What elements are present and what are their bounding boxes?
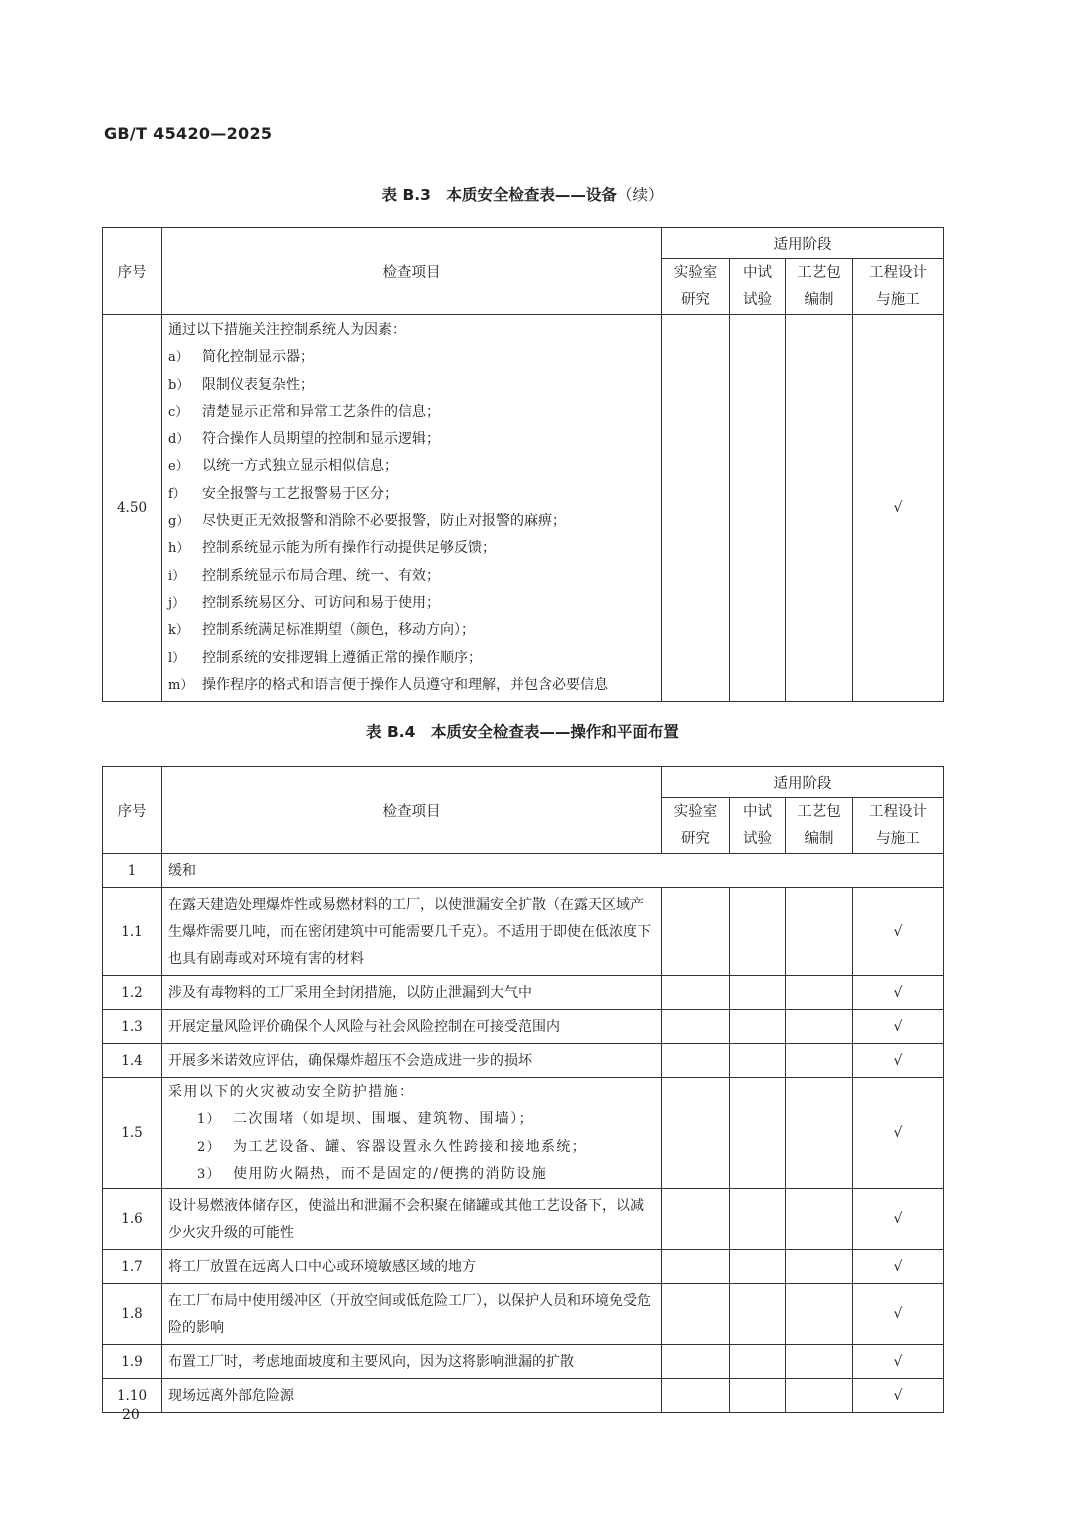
list-item: a） 简化控制显示器；	[168, 349, 314, 366]
header-stage-pilot: 中试 试验	[730, 259, 786, 315]
stage-lab-cell	[662, 1345, 730, 1379]
stage-lab-cell	[662, 315, 730, 702]
header-stage-lab: 实验室 研究	[662, 798, 730, 854]
header-stage-group: 适用阶段	[662, 767, 944, 798]
header-stage-engineering: 工程设计 与施工	[853, 259, 944, 315]
stage-pilot-cell	[730, 1044, 786, 1078]
table-b3-caption	[102, 183, 943, 205]
list-item: m） 操作程序的格式和语言便于操作人员遵守和理解，并包含必要信息	[168, 676, 608, 693]
row-item: 在工厂布局中使用缓冲区（开放空间或低危险工厂），以保护人员和环境免受危险的影响	[162, 1284, 662, 1345]
check-mark: √	[853, 1078, 944, 1189]
table-row	[103, 888, 944, 976]
table-b3-caption-continued: （续）	[616, 186, 664, 204]
row-item: 开展多米诺效应评估，确保爆炸超压不会造成进一步的损坏	[162, 1044, 662, 1078]
list-item: k） 控制系统满足标准期望（颜色，移动方向）；	[168, 622, 475, 639]
table-b3	[102, 227, 944, 702]
stage-pilot-cell	[730, 1010, 786, 1044]
row-number: 4.50	[103, 315, 162, 702]
header-stage-engineering: 工程设计 与施工	[853, 798, 944, 854]
row-number: 1.10	[103, 1379, 162, 1413]
stage-package-cell	[786, 1284, 853, 1345]
stage-package-cell	[786, 1044, 853, 1078]
table-row	[103, 976, 944, 1010]
row-item: 将工厂放置在远离人口中心或环境敏感区域的地方	[162, 1250, 662, 1284]
stage-lab-cell	[662, 1010, 730, 1044]
stage-package-cell	[786, 1379, 853, 1413]
row-item	[162, 1078, 662, 1189]
page-number: 20	[122, 1407, 140, 1423]
list-item: i） 控制系统显示布局合理、统一、有效；	[168, 567, 440, 584]
list-item: f） 安全报警与工艺报警易于区分；	[168, 485, 398, 502]
row-item	[162, 315, 662, 702]
table-row	[103, 1078, 944, 1189]
stage-package-cell	[786, 315, 853, 702]
list-item: c） 清楚显示正常和异常工艺条件的信息；	[168, 403, 440, 420]
check-mark: √	[853, 976, 944, 1010]
table-row	[103, 1189, 944, 1250]
header-stage-pilot: 中试 试验	[730, 798, 786, 854]
check-mark: √	[853, 1284, 944, 1345]
stage-pilot-cell	[730, 1345, 786, 1379]
check-mark: √	[853, 1250, 944, 1284]
check-mark: √	[853, 1345, 944, 1379]
standard-number: GB/T 45420—2025	[104, 124, 273, 143]
row-number: 1.4	[103, 1044, 162, 1078]
stage-package-cell	[786, 1189, 853, 1250]
stage-lab-cell	[662, 976, 730, 1010]
stage-lab-cell	[662, 1044, 730, 1078]
header-no: 序号	[103, 228, 162, 315]
list-item: 2） 为工艺设备、罐、容器设置永久性跨接和接地系统；	[197, 1138, 588, 1155]
table-row	[103, 1284, 944, 1345]
header-item: 检查项目	[162, 228, 662, 315]
row-number: 1.1	[103, 888, 162, 976]
item-lead: 采用以下的火灾被动安全防护措施：	[168, 1084, 415, 1100]
row-item: 现场远离外部危险源	[162, 1379, 662, 1413]
stage-package-cell	[786, 1250, 853, 1284]
section-row	[103, 854, 944, 888]
row-item: 布置工厂时，考虑地面坡度和主要风向，因为这将影响泄漏的扩散	[162, 1345, 662, 1379]
stage-pilot-cell	[730, 1379, 786, 1413]
row-number: 1.9	[103, 1345, 162, 1379]
table-b4	[102, 766, 944, 1413]
stage-package-cell	[786, 976, 853, 1010]
list-item: g） 尽快更正无效报警和消除不必要报警，防止对报警的麻痹；	[168, 513, 566, 530]
header-stage-lab: 实验室 研究	[662, 259, 730, 315]
check-mark: √	[853, 1379, 944, 1413]
header-no: 序号	[103, 767, 162, 854]
check-mark: √	[853, 1044, 944, 1078]
list-item: l） 控制系统的安排逻辑上遵循正常的操作顺序；	[168, 649, 482, 666]
stage-package-cell	[786, 888, 853, 976]
stage-lab-cell	[662, 1189, 730, 1250]
check-mark: √	[853, 1010, 944, 1044]
header-item: 检查项目	[162, 767, 662, 854]
stage-pilot-cell	[730, 315, 786, 702]
stage-lab-cell	[662, 1250, 730, 1284]
table-row	[103, 1379, 944, 1413]
stage-package-cell	[786, 1078, 853, 1189]
item-lead: 通过以下措施关注控制系统人为因素：	[168, 322, 406, 338]
list-item: b） 限制仪表复杂性；	[168, 376, 314, 393]
row-number: 1.8	[103, 1284, 162, 1345]
table-row	[103, 315, 944, 702]
table-row	[103, 1345, 944, 1379]
table-row	[103, 1010, 944, 1044]
row-number: 1.6	[103, 1189, 162, 1250]
section-title: 缓和	[162, 854, 944, 888]
table-b3-caption-text: 表 B.3 本质安全检查表——设备	[381, 186, 617, 204]
list-item: e） 以统一方式独立显示相似信息；	[168, 458, 398, 475]
stage-lab-cell	[662, 1078, 730, 1189]
stage-pilot-cell	[730, 1284, 786, 1345]
stage-pilot-cell	[730, 1189, 786, 1250]
stage-pilot-cell	[730, 888, 786, 976]
row-number: 1	[103, 854, 162, 888]
list-item: j） 控制系统易区分、可访问和易于使用；	[168, 594, 440, 611]
row-number: 1.7	[103, 1250, 162, 1284]
stage-lab-cell	[662, 1379, 730, 1413]
stage-lab-cell	[662, 1284, 730, 1345]
table-b4-caption: 表 B.4 本质安全检查表——操作和平面布置	[366, 723, 679, 741]
table-row	[103, 1044, 944, 1078]
stage-package-cell	[786, 1010, 853, 1044]
list-item: 1） 二次围堵（如堤坝、围堰、建筑物、围墙）；	[197, 1111, 534, 1128]
row-number: 1.3	[103, 1010, 162, 1044]
stage-lab-cell	[662, 888, 730, 976]
header-stage-group: 适用阶段	[662, 228, 944, 259]
row-item: 开展定量风险评价确保个人风险与社会风险控制在可接受范围内	[162, 1010, 662, 1044]
row-number: 1.5	[103, 1078, 162, 1189]
row-item: 涉及有毒物料的工厂采用全封闭措施，以防止泄漏到大气中	[162, 976, 662, 1010]
row-number: 1.2	[103, 976, 162, 1010]
check-mark: √	[853, 315, 944, 702]
table-row	[103, 1250, 944, 1284]
list-item: 3） 使用防火隔热，而不是固定的/便携的消防设施	[197, 1165, 548, 1182]
stage-pilot-cell	[730, 1078, 786, 1189]
check-mark: √	[853, 1189, 944, 1250]
row-item: 设计易燃液体储存区，使溢出和泄漏不会积聚在储罐或其他工艺设备下，以减少火灾升级的可能性	[162, 1189, 662, 1250]
stage-pilot-cell	[730, 1250, 786, 1284]
header-stage-package: 工艺包 编制	[786, 798, 853, 854]
list-item: h） 控制系统显示能为所有操作行动提供足够反馈；	[168, 540, 496, 557]
stage-package-cell	[786, 1345, 853, 1379]
stage-pilot-cell	[730, 976, 786, 1010]
header-stage-package: 工艺包 编制	[786, 259, 853, 315]
check-mark: √	[853, 888, 944, 976]
list-item: d） 符合操作人员期望的控制和显示逻辑；	[168, 431, 440, 448]
row-item: 在露天建造处理爆炸性或易燃材料的工厂，以使泄漏安全扩散（在露天区域产生爆炸需要几吨，而在密闭建筑中可能需要几千克）。不适用于即使在低浓度下也具有剧毒或对环境有害的材料	[162, 888, 662, 976]
